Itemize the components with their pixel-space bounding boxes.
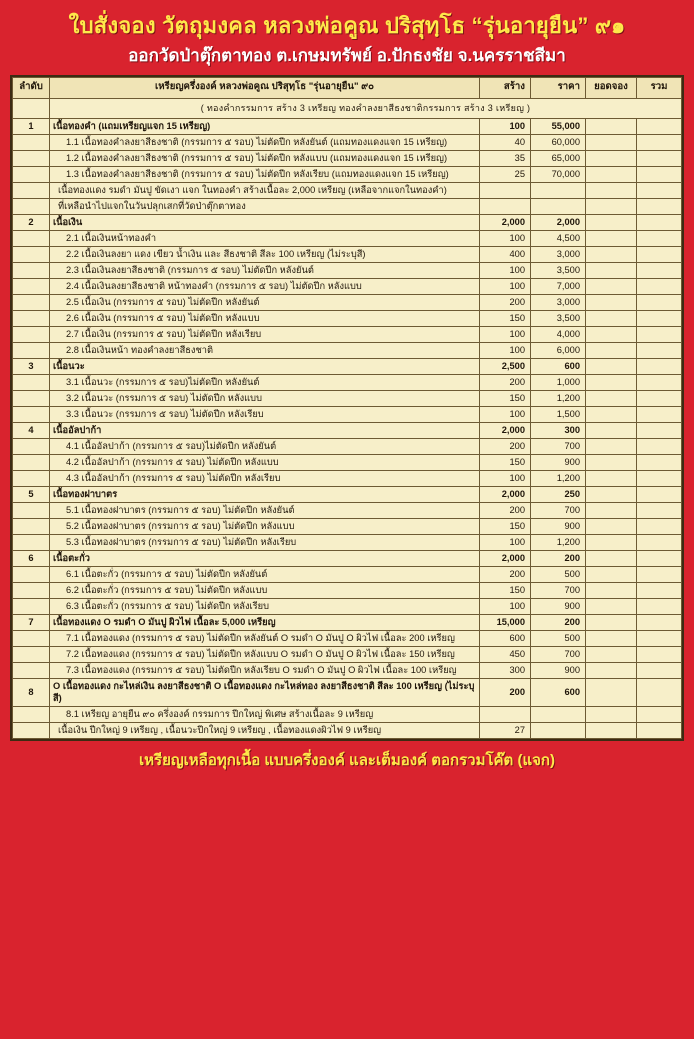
row-price: 300 (531, 422, 586, 438)
row-ordered[interactable] (586, 182, 637, 198)
row-ordered[interactable] (586, 502, 637, 518)
row-ordered[interactable] (586, 722, 637, 738)
row-price: 200 (531, 550, 586, 566)
row-ordered[interactable] (586, 678, 637, 706)
row-ordered[interactable] (586, 518, 637, 534)
row-made: 35 (480, 150, 531, 166)
row-ordered[interactable] (586, 534, 637, 550)
table-row (13, 278, 682, 294)
row-price: 900 (531, 454, 586, 470)
row-total[interactable] (637, 454, 682, 470)
row-total[interactable] (637, 630, 682, 646)
row-total[interactable] (637, 678, 682, 706)
table-row (13, 678, 682, 706)
row-price: 65,000 (531, 150, 586, 166)
row-total[interactable] (637, 470, 682, 486)
row-price: 3,500 (531, 262, 586, 278)
row-description: 8.1 เหรียญ อายุยืน ๙๐ ครึ่งองค์ กรรมการ ปีกใหญ่ พิเศษ สร้างเนื้อละ 9 เหรียญ (50, 706, 480, 722)
row-made: 2,000 (480, 486, 531, 502)
table-header (13, 77, 682, 98)
page-header (10, 8, 684, 66)
row-description: 4.3 เนื้ออัลปาก้า (กรรมการ ๕ รอบ) ไม่ตัดปีก หลังเรียบ (50, 470, 480, 486)
row-ordered[interactable] (586, 438, 637, 454)
row-no (13, 246, 50, 262)
row-made: 200 (480, 678, 531, 706)
table-row (13, 358, 682, 374)
row-no: 4 (13, 422, 50, 438)
row-total[interactable] (637, 582, 682, 598)
table-row (13, 230, 682, 246)
row-no (13, 310, 50, 326)
row-description: เนื้อนวะ (50, 358, 480, 374)
row-made: 150 (480, 390, 531, 406)
row-total[interactable] (637, 662, 682, 678)
row-made: 100 (480, 342, 531, 358)
row-made: 400 (480, 246, 531, 262)
row-total[interactable] (637, 550, 682, 566)
row-total[interactable] (637, 342, 682, 358)
row-ordered[interactable] (586, 134, 637, 150)
table-row (13, 518, 682, 534)
table-row (13, 390, 682, 406)
row-made: 200 (480, 438, 531, 454)
table-row (13, 294, 682, 310)
row-no (13, 582, 50, 598)
row-total[interactable] (637, 134, 682, 150)
row-description: 5.1 เนื้อทองฝาบาตร (กรรมการ ๕ รอบ) ไม่ตัดปีก หลังยันต์ (50, 502, 480, 518)
row-price: 900 (531, 662, 586, 678)
table-row (13, 214, 682, 230)
table-row (13, 630, 682, 646)
table-row (13, 134, 682, 150)
row-made: 150 (480, 310, 531, 326)
row-ordered[interactable] (586, 406, 637, 422)
row-no (13, 230, 50, 246)
row-description: 7.3 เนื้อทองแดง (กรรมการ ๕ รอบ) ไม่ตัดปีก หลังเรียบ O รมดำ O มันปู O ผิวไฟ เนื้อละ 100 เหรียญ (50, 662, 480, 678)
row-made: 100 (480, 278, 531, 294)
row-price: 600 (531, 678, 586, 706)
row-ordered[interactable] (586, 646, 637, 662)
row-description: ที่เหลือนำไปแจกในวันปลุกเสกที่วัดป่าตุ๊กตาทอง (50, 198, 480, 214)
row-no: 7 (13, 614, 50, 630)
row-total[interactable] (637, 518, 682, 534)
row-ordered[interactable] (586, 230, 637, 246)
row-total[interactable] (637, 374, 682, 390)
row-no (13, 294, 50, 310)
row-made: 25 (480, 166, 531, 182)
row-no: 6 (13, 550, 50, 566)
row-total[interactable] (637, 246, 682, 262)
row-made: 2,000 (480, 550, 531, 566)
row-price (531, 182, 586, 198)
row-no (13, 534, 50, 550)
order-table (12, 77, 682, 739)
table-row (13, 422, 682, 438)
row-total[interactable] (637, 118, 682, 134)
row-total[interactable] (637, 706, 682, 722)
row-total[interactable] (637, 166, 682, 182)
row-no (13, 342, 50, 358)
row-no (13, 518, 50, 534)
row-description: 1.3 เนื้อทองคำลงยาสีธงชาติ (กรรมการ ๕ รอบ) ไม่ตัดปีก หลังเรียบ (แถมทองแดงแจก 15 เหรียญ) (50, 166, 480, 182)
row-no (13, 406, 50, 422)
row-ordered[interactable] (586, 598, 637, 614)
row-description: 3.2 เนื้อนวะ (กรรมการ ๕ รอบ) ไม่ตัดปีก หลังแบบ (50, 390, 480, 406)
table-row (13, 598, 682, 614)
row-total[interactable] (637, 310, 682, 326)
row-ordered[interactable] (586, 262, 637, 278)
row-description: เนื้อทองคำ (แถมเหรียญแจก 15 เหรียญ) (50, 118, 480, 134)
row-price: 2,000 (531, 214, 586, 230)
row-description: 6.1 เนื้อตะกั่ว (กรรมการ ๕ รอบ) ไม่ตัดปีก หลังยันต์ (50, 566, 480, 582)
row-made: 150 (480, 454, 531, 470)
row-made (480, 198, 531, 214)
table-row (13, 166, 682, 182)
row-made: 2,000 (480, 422, 531, 438)
row-no (13, 502, 50, 518)
row-total[interactable] (637, 598, 682, 614)
row-price: 4,000 (531, 326, 586, 342)
row-ordered[interactable] (586, 310, 637, 326)
row-no (13, 470, 50, 486)
row-description: 3.3 เนื้อนวะ (กรรมการ ๕ รอบ) ไม่ตัดปีก หลังเรียบ (50, 406, 480, 422)
row-no (13, 150, 50, 166)
row-price: 3,000 (531, 246, 586, 262)
row-description: 2.7 เนื้อเงิน (กรรมการ ๕ รอบ) ไม่ตัดปีก หลังเรียบ (50, 326, 480, 342)
row-no: 8 (13, 678, 50, 706)
row-price: 900 (531, 598, 586, 614)
row-price: 500 (531, 566, 586, 582)
table-row (13, 550, 682, 566)
row-total[interactable] (637, 390, 682, 406)
row-price: 3,000 (531, 294, 586, 310)
row-ordered[interactable] (586, 278, 637, 294)
row-no: 3 (13, 358, 50, 374)
row-made: 300 (480, 662, 531, 678)
page-title: ใบสั่งจอง วัตถุมงคล หลวงพ่อคูณ ปริสุทฺโธ “รุ่นอายุยืน” ๙๑ (68, 13, 626, 38)
row-total[interactable] (637, 566, 682, 582)
row-ordered[interactable] (586, 214, 637, 230)
row-description: 1.1 เนื้อทองคำลงยาสีธงชาติ (กรรมการ ๕ รอบ) ไม่ตัดปีก หลังยันต์ (แถมทองแดงแจก 15 เหรียญ) (50, 134, 480, 150)
row-ordered[interactable] (586, 294, 637, 310)
row-price: 600 (531, 358, 586, 374)
row-price: 700 (531, 438, 586, 454)
row-price: 70,000 (531, 166, 586, 182)
table-row (13, 582, 682, 598)
row-description: 2.5 เนื้อเงิน (กรรมการ ๕ รอบ) ไม่ตัดปีก หลังยันต์ (50, 294, 480, 310)
row-made: 100 (480, 262, 531, 278)
row-made: 15,000 (480, 614, 531, 630)
row-ordered[interactable] (586, 566, 637, 582)
row-made: 200 (480, 374, 531, 390)
row-price: 7,000 (531, 278, 586, 294)
row-description: 5.3 เนื้อทองฝาบาตร (กรรมการ ๕ รอบ) ไม่ตัดปีก หลังเรียบ (50, 534, 480, 550)
row-price: 900 (531, 518, 586, 534)
row-description: เนื้อทองแดง รมดำ มันปู ขัดเงา แจก ในทองคำ สร้างเนื้อละ 2,000 เหรียญ (เหลือจากแจกในทองคำ) (50, 182, 480, 198)
row-no: 5 (13, 486, 50, 502)
row-no: 1 (13, 118, 50, 134)
row-total[interactable] (637, 534, 682, 550)
row-no (13, 278, 50, 294)
page-subtitle: ออกวัดป่าตุ๊กตาทอง ต.เกษมทรัพย์ อ.ปักธงชัย จ.นครราชสีมา (128, 45, 566, 65)
row-ordered[interactable] (586, 630, 637, 646)
row-ordered[interactable] (586, 470, 637, 486)
row-ordered[interactable] (586, 150, 637, 166)
row-ordered[interactable] (586, 166, 637, 182)
row-description: 4.2 เนื้ออัลปาก้า (กรรมการ ๕ รอบ) ไม่ตัดปีก หลังแบบ (50, 454, 480, 470)
row-description: เนื้อเงิน (50, 214, 480, 230)
row-total[interactable] (637, 182, 682, 198)
row-description: 3.1 เนื้อนวะ (กรรมการ ๕ รอบ)ไม่ตัดปีก หลังยันต์ (50, 374, 480, 390)
row-description: 4.1 เนื้ออัลปาก้า (กรรมการ ๕ รอบ)ไม่ตัดปีก หลังยันต์ (50, 438, 480, 454)
row-no (13, 630, 50, 646)
row-price: 55,000 (531, 118, 586, 134)
note-no-cell (13, 98, 50, 118)
table-row (13, 118, 682, 134)
row-ordered[interactable] (586, 390, 637, 406)
table-row (13, 502, 682, 518)
row-ordered[interactable] (586, 326, 637, 342)
row-ordered[interactable] (586, 706, 637, 722)
row-made: 40 (480, 134, 531, 150)
row-no (13, 198, 50, 214)
row-made: 100 (480, 118, 531, 134)
row-ordered[interactable] (586, 118, 637, 134)
row-description: 2.4 เนื้อเงินลงยาสีธงชาติ หน้าทองคำ (กรรมการ ๕ รอบ) ไม่ตัดปีก หลังแบบ (50, 278, 480, 294)
table-body (13, 98, 682, 738)
row-description: 2.2 เนื้อเงินลงยา แดง เขียว น้ำเงิน และ สีธงชาติ สีละ 100 เหรียญ (ไม่ระบุสี) (50, 246, 480, 262)
row-price: 1,200 (531, 534, 586, 550)
row-made: 600 (480, 630, 531, 646)
table-row (13, 246, 682, 262)
table-row (13, 406, 682, 422)
table-row (13, 566, 682, 582)
row-description: 2.3 เนื้อเงินลงยาสีธงชาติ (กรรมการ ๕ รอบ) ไม่ตัดปีก หลังยันต์ (50, 262, 480, 278)
row-description: เนื้อเงิน ปีกใหญ่ 9 เหรียญ , เนื้อนวะปีกใหญ่ 9 เหรียญ , เนื้อทองแดงผิวไฟ 9 เหรียญ (50, 722, 480, 738)
table-row (13, 310, 682, 326)
row-ordered[interactable] (586, 486, 637, 502)
table-row (13, 646, 682, 662)
table-row (13, 470, 682, 486)
row-total[interactable] (637, 486, 682, 502)
table-row (13, 486, 682, 502)
row-no (13, 454, 50, 470)
row-price: 60,000 (531, 134, 586, 150)
row-made: 150 (480, 582, 531, 598)
row-made: 2,500 (480, 358, 531, 374)
row-total[interactable] (637, 438, 682, 454)
row-total[interactable] (637, 262, 682, 278)
table-header-row (13, 77, 682, 98)
row-total[interactable] (637, 278, 682, 294)
row-price: 1,200 (531, 470, 586, 486)
row-description: เนื้อทองแดง O รมดำ O มันปู ผิวไฟ เนื้อละ 5,000 เหรียญ (50, 614, 480, 630)
row-made: 100 (480, 230, 531, 246)
row-no (13, 166, 50, 182)
row-ordered[interactable] (586, 342, 637, 358)
col-description: เหรียญครึ่งองค์ หลวงพ่อคูณ ปริสุทฺโธ "รุ่นอายุยืน" ๙๐ (50, 77, 480, 98)
row-price: 4,500 (531, 230, 586, 246)
row-description: 2.8 เนื้อเงินหน้า ทองคำลงยาสีธงชาติ (50, 342, 480, 358)
row-price: 1,000 (531, 374, 586, 390)
row-total[interactable] (637, 326, 682, 342)
row-description: 7.2 เนื้อทองแดง (กรรมการ ๕ รอบ) ไม่ตัดปีก หลังแบบ O รมดำ O มันปู O ผิวไฟ เนื้อละ 150 เหรียญ (50, 646, 480, 662)
row-description: 6.2 เนื้อตะกั่ว (กรรมการ ๕ รอบ) ไม่ตัดปีก หลังแบบ (50, 582, 480, 598)
row-made (480, 182, 531, 198)
row-price: 250 (531, 486, 586, 502)
page-footer: เหรียญเหลือทุกเนื้อ แบบครึ่งองค์ และเต็มองค์ ตอกรวมโค๊ต (แจก) (139, 751, 555, 769)
row-price: 3,500 (531, 310, 586, 326)
row-price: 700 (531, 582, 586, 598)
row-price (531, 706, 586, 722)
row-description: 2.1 เนื้อเงินหน้าทองคำ (50, 230, 480, 246)
row-no (13, 438, 50, 454)
table-row (13, 374, 682, 390)
table-row (13, 182, 682, 198)
table-row (13, 438, 682, 454)
row-made: 2,000 (480, 214, 531, 230)
table-row (13, 150, 682, 166)
table-row (13, 722, 682, 738)
row-no (13, 390, 50, 406)
row-price (531, 198, 586, 214)
row-no (13, 598, 50, 614)
table-row (13, 662, 682, 678)
row-total[interactable] (637, 150, 682, 166)
row-ordered[interactable] (586, 358, 637, 374)
row-ordered[interactable] (586, 550, 637, 566)
row-description: 2.6 เนื้อเงิน (กรรมการ ๕ รอบ) ไม่ตัดปีก หลังแบบ (50, 310, 480, 326)
row-no (13, 374, 50, 390)
row-ordered[interactable] (586, 582, 637, 598)
row-ordered[interactable] (586, 422, 637, 438)
row-price: 200 (531, 614, 586, 630)
row-ordered[interactable] (586, 454, 637, 470)
table-note-row (13, 98, 682, 118)
order-table-sheet (10, 75, 684, 741)
row-no (13, 134, 50, 150)
row-price (531, 722, 586, 738)
row-made: 100 (480, 470, 531, 486)
row-made: 200 (480, 566, 531, 582)
row-no (13, 646, 50, 662)
col-made: สร้าง (480, 77, 531, 98)
col-price: ราคา (531, 77, 586, 98)
row-total[interactable] (637, 406, 682, 422)
row-description: 7.1 เนื้อทองแดง (กรรมการ ๕ รอบ) ไม่ตัดปีก หลังยันต์ O รมดำ O มันปู O ผิวไฟ เนื้อละ 200 เหรียญ (50, 630, 480, 646)
row-no (13, 326, 50, 342)
row-ordered[interactable] (586, 662, 637, 678)
row-ordered[interactable] (586, 246, 637, 262)
table-row (13, 706, 682, 722)
row-price: 1,200 (531, 390, 586, 406)
row-made: 100 (480, 326, 531, 342)
row-made: 100 (480, 598, 531, 614)
row-description: เนื้ออัลปาก้า (50, 422, 480, 438)
row-no (13, 262, 50, 278)
table-row (13, 534, 682, 550)
row-total[interactable] (637, 502, 682, 518)
row-total[interactable] (637, 722, 682, 738)
row-no (13, 722, 50, 738)
table-row (13, 454, 682, 470)
table-note: ( ทองคำกรรมการ สร้าง 3 เหรียญ ทองคำลงยาสีธงชาติกรรมการ สร้าง 3 เหรียญ ) (50, 98, 682, 118)
row-ordered[interactable] (586, 614, 637, 630)
row-description: เนื้อตะกั่ว (50, 550, 480, 566)
row-total[interactable] (637, 230, 682, 246)
row-no (13, 566, 50, 582)
col-total: รวม (637, 77, 682, 98)
row-made: 150 (480, 518, 531, 534)
row-description: 1.2 เนื้อทองคำลงยาสีธงชาติ (กรรมการ ๕ รอบ) ไม่ตัดปีก หลังแบบ (แถมทองแดงแจก 15 เหรียญ) (50, 150, 480, 166)
row-price: 6,000 (531, 342, 586, 358)
row-ordered[interactable] (586, 198, 637, 214)
row-description: O เนื้อทองแดง กะไหล่เงิน ลงยาสีธงชาติ O เนื้อทองแดง กะไหล่ทอง ลงยาสีธงชาติ สีละ 100 เหรียญ (ไม่ระบุสี) (50, 678, 480, 706)
row-total[interactable] (637, 214, 682, 230)
row-total[interactable] (637, 422, 682, 438)
row-price: 700 (531, 646, 586, 662)
row-total[interactable] (637, 198, 682, 214)
row-ordered[interactable] (586, 374, 637, 390)
row-price: 1,500 (531, 406, 586, 422)
row-no (13, 706, 50, 722)
row-total[interactable] (637, 614, 682, 630)
row-made: 100 (480, 406, 531, 422)
col-no: ลำดับ (13, 77, 50, 98)
row-price: 700 (531, 502, 586, 518)
row-no: 2 (13, 214, 50, 230)
row-price: 500 (531, 630, 586, 646)
row-made: 200 (480, 294, 531, 310)
row-no (13, 662, 50, 678)
row-description: 5.2 เนื้อทองฝาบาตร (กรรมการ ๕ รอบ) ไม่ตัดปีก หลังแบบ (50, 518, 480, 534)
table-row (13, 326, 682, 342)
table-row (13, 262, 682, 278)
row-description: เนื้อทองฝาบาตร (50, 486, 480, 502)
row-made: 200 (480, 502, 531, 518)
row-description: 6.3 เนื้อตะกั่ว (กรรมการ ๕ รอบ) ไม่ตัดปีก หลังเรียบ (50, 598, 480, 614)
row-made: 27 (480, 722, 531, 738)
col-ordered: ยอดจอง (586, 77, 637, 98)
row-total[interactable] (637, 646, 682, 662)
row-made: 100 (480, 534, 531, 550)
row-no (13, 182, 50, 198)
row-total[interactable] (637, 294, 682, 310)
table-row (13, 198, 682, 214)
row-made: 450 (480, 646, 531, 662)
row-made (480, 706, 531, 722)
table-row (13, 342, 682, 358)
row-total[interactable] (637, 358, 682, 374)
table-row (13, 614, 682, 630)
